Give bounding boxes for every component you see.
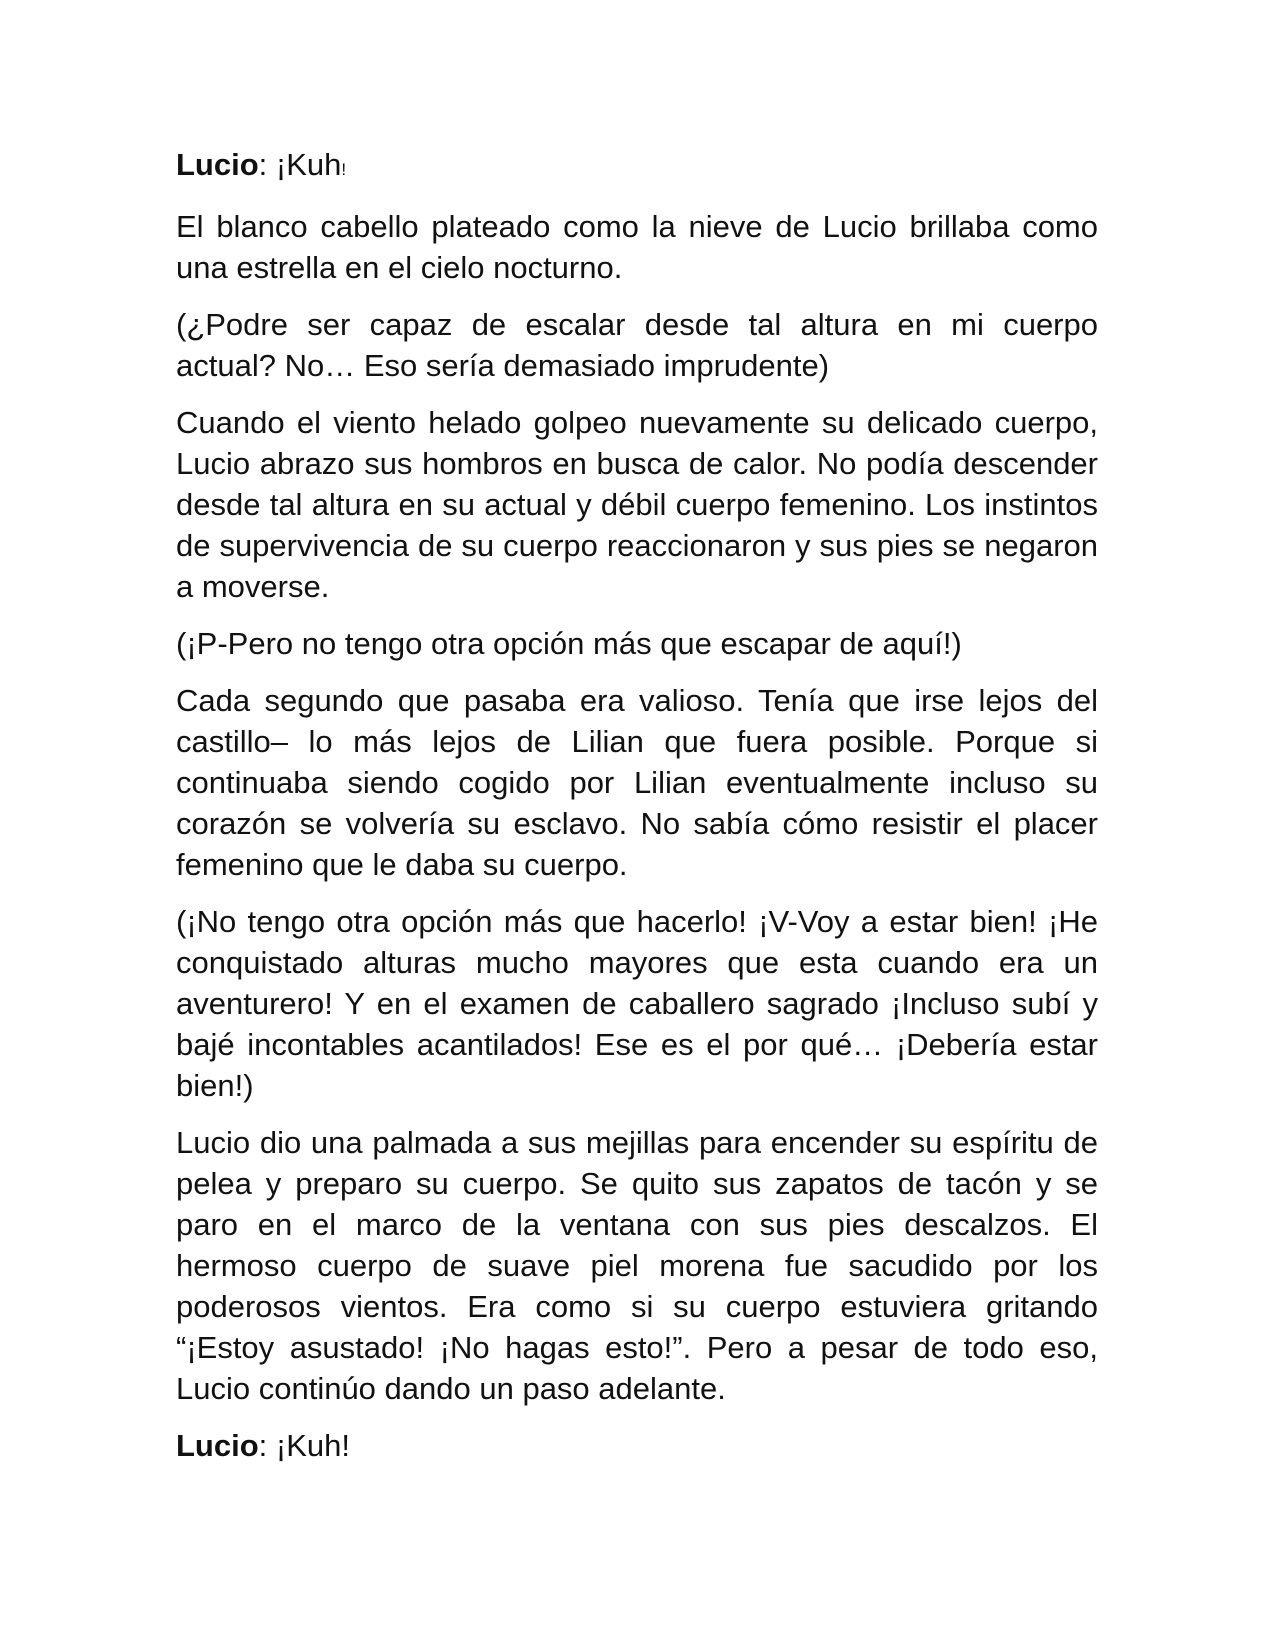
dialogue-text: ¡Kuh!: [275, 1428, 351, 1463]
thought-paragraph-3: (¡No tengo otra opción más que hacerlo! ¡V-Voy a estar bien! ¡He conquistado alturas mucho mayores que esta cuando era un aventurero! Y en el examen de caballero sagrado ¡Incluso subí y bajé incontables acantilados! Ese es el por qué… ¡Debería estar bien!): [176, 904, 1098, 1103]
narration-paragraph-2: Cuando el viento helado golpeo nuevamente su delicado cuerpo, Lucio abrazo sus hombros en busca de calor. No podía descender desde tal altura en su actual y débil cuerpo femenino. Los instintos de supervivencia de su cuerpo reaccionaron y sus pies se negaron a moverse.: [176, 405, 1098, 604]
thought-paragraph-1: (¿Podre ser capaz de escalar desde tal altura en mi cuerpo actual? No… Eso sería demasiado imprudente): [176, 307, 1098, 383]
thought-paragraph-2: (¡P-Pero no tengo otra opción más que escapar de aquí!): [176, 626, 962, 661]
speaker-name: Lucio: [176, 147, 259, 182]
dialogue-text: ¡Kuh: [275, 147, 342, 182]
speaker-name: Lucio: [176, 1428, 259, 1463]
narration-paragraph-1: El blanco cabello plateado como la nieve de Lucio brillaba como una estrella en el cielo nocturno.: [176, 209, 1098, 285]
narration-paragraph-4: Lucio dio una palmada a sus mejillas para encender su espíritu de pelea y preparo su cuerpo. Se quito sus zapatos de tacón y se paro en el marco de la ventana con sus pies descalzos. El hermoso cuerpo de suave piel morena fue sacudido por los poderosos vientos. Era como si su cuerpo estuviera gritando “¡Estoy asustado! ¡No hagas esto!”. Pero a pesar de todo eso, Lucio continúo dando un paso adelante.: [176, 1125, 1098, 1406]
speaker-separator: :: [258, 1428, 276, 1463]
dialogue-line-2: [176, 1425, 1098, 1466]
dialogue-end-mark: !: [341, 160, 347, 179]
narration-paragraph-3: Cada segundo que pasaba era valioso. Tenía que irse lejos del castillo– lo más lejos de Lilian que fuera posible. Porque si continuaba siendo cogido por Lilian eventualmente incluso su corazón se volvería su esclavo. No sabía cómo resistir el placer femenino que le daba su cuerpo.: [176, 683, 1098, 882]
speaker-separator: :: [258, 147, 276, 182]
document-page: [176, 144, 1098, 1482]
dialogue-line-1: [176, 144, 1098, 190]
